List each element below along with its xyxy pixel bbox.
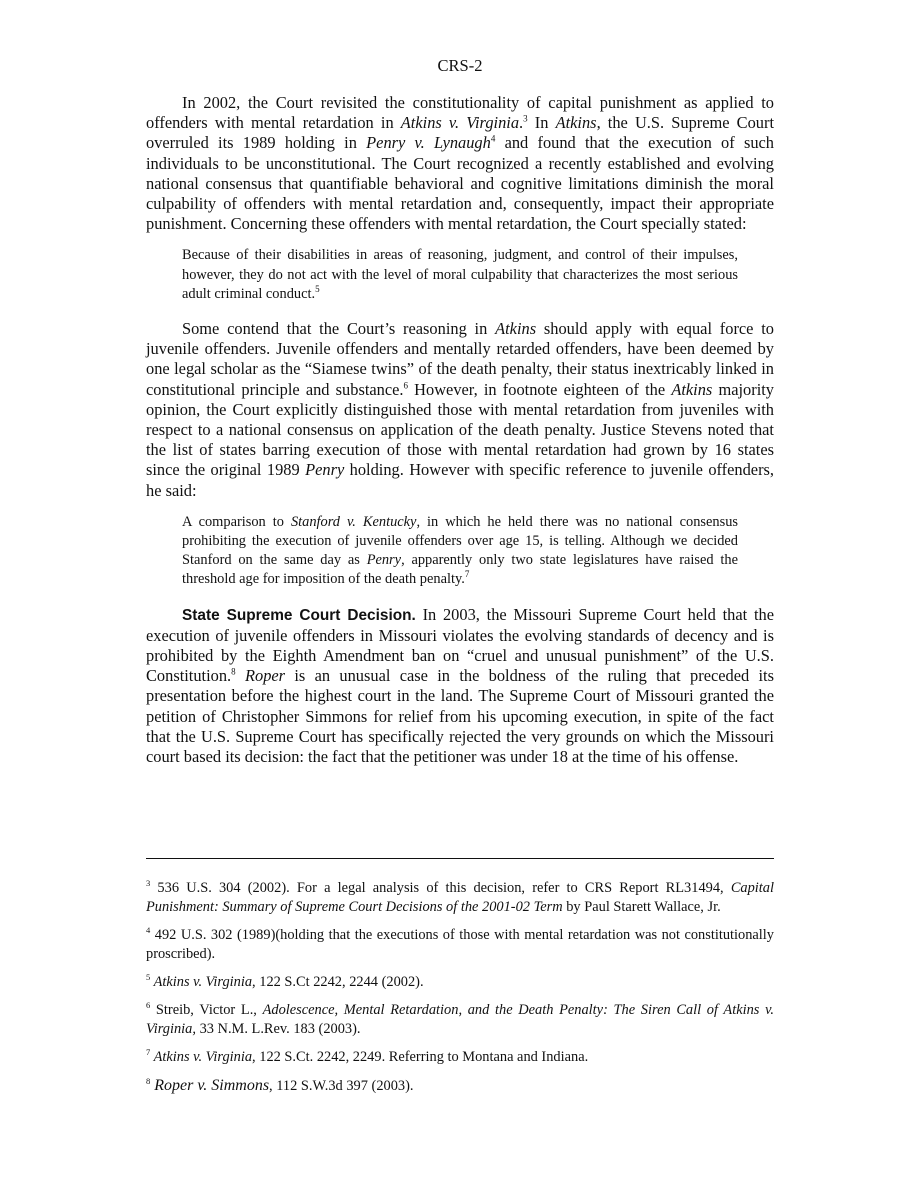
case-name: Atkins	[555, 113, 597, 133]
text-run: 536 U.S. 304 (2002). For a legal analysis of this decision, refer to CRS Report RL31494,	[150, 880, 731, 896]
text-run: , apparently only two state legislatures have raised the threshold age for imposition of the death penalty.	[182, 552, 739, 588]
text-run: majority opinion, the Court explicitly distinguished those with mental retardation from juveniles with respect to a national consensus on application of the death penalty. Justice Stevens noted that the list of states barring execution of those with mental retardation had grown by 16 states since the original 1989	[146, 379, 774, 480]
text-run: In 2002, the Court revisited the constitutionality of capital punishment as applied to offenders with mental retardation in	[146, 93, 774, 133]
text-run: , the U.S. Supreme Court overruled its 1989 holding in	[146, 113, 775, 153]
footnote-3	[146, 879, 774, 917]
report-title: Capital Punishment: Summary of Supreme Court Decisions of the 2001-02 Term	[146, 880, 774, 915]
text-run: , 122 S.Ct. 2242, 2249. Referring to Montana and Indiana.	[252, 1049, 589, 1065]
text-run: and found that the execution of such individuals to be unconstitutional. The Court recognized a recently established and evolving national consensus that quantifiable behavioral and cognitive limitations diminish the moral culpability of offenders with mental retardation and, consequently, impact their appropriate punishment. Concerning these offenders with mental retardation, the Court specially stated:	[146, 133, 774, 234]
case-name: Penry	[305, 460, 345, 480]
footnote-ref[interactable]: 7	[464, 569, 470, 580]
footnote-7	[146, 1048, 774, 1067]
paragraph-juvenile-offenders	[146, 319, 774, 501]
footnote-ref[interactable]: 3	[523, 113, 528, 124]
text-run: Streib, Victor L.,	[150, 1002, 263, 1018]
article-title: Adolescence, Mental Retardation, and the Death Penalty: The Siren Call of Atkins v. Virginia,	[146, 1002, 774, 1037]
case-name: Penry	[366, 552, 402, 569]
case-name: Roper v. Simmons	[150, 1077, 270, 1094]
text-run: , 122 S.Ct 2242, 2244 (2002).	[252, 974, 424, 990]
footnote-ref[interactable]: 5	[315, 284, 320, 295]
footnotes	[146, 879, 774, 1105]
text-run: holding. However with specific reference to juvenile offenders, he said:	[146, 460, 775, 500]
text-run: by Paul Starett Wallace, Jr.	[562, 899, 721, 915]
case-name: Penry v. Lynaugh	[366, 133, 491, 153]
text-run: 33 N.M. L.Rev. 183 (2003).	[195, 1021, 361, 1037]
footnote-4	[146, 926, 774, 964]
text-run: .	[519, 113, 524, 133]
footnote-number: 3	[146, 878, 151, 889]
footnote-ref[interactable]: 8	[231, 666, 236, 677]
block-quote-atkins	[182, 246, 738, 304]
case-name: Stanford v. Kentucky	[290, 513, 417, 530]
text-run: In 2003, the Missouri Supreme Court held that the execution of juvenile offenders in Missouri violates the evolving standards of decency and is prohibited by the Eighth Amendment ban on “cruel and unusual punishment” of the U.S. Constitution.	[146, 604, 774, 686]
footnote-divider	[146, 858, 774, 859]
footnote-number: 6	[146, 1000, 151, 1011]
text-run: Because of their disabilities in areas of reasoning, judgment, and control of their impulses, however, they do not act with the level of moral culpability that characterizes the most serious adult criminal conduct.	[182, 247, 738, 302]
case-name: Atkins v. Virginia	[150, 1049, 253, 1065]
case-name: Atkins	[671, 379, 713, 399]
text-run: should apply with equal force to juvenile offenders. Juvenile offenders and mentally retarded offenders, have been deemed by one legal scholar as the “Siamese twins” of the death penalty, their status inextricably linked in constitutional principle and substance.	[146, 319, 774, 399]
case-name: Atkins v. Virginia	[400, 113, 520, 133]
footnote-number: 4	[146, 925, 151, 936]
text-run: 492 U.S. 302 (1989)(holding that the executions of those with mental retardation was not constitutionally proscribed).	[146, 927, 774, 962]
paragraph-atkins-intro	[146, 93, 774, 234]
paragraph-state-supreme-court	[146, 605, 774, 768]
footnote-5	[146, 973, 774, 992]
body-text	[146, 93, 774, 779]
text-run: A comparison to	[182, 513, 291, 530]
footnote-6	[146, 1001, 774, 1039]
block-quote-stevens	[182, 513, 738, 590]
footnote-number: 5	[146, 972, 151, 983]
footnote-ref[interactable]: 6	[403, 380, 408, 391]
footnote-8	[146, 1076, 774, 1096]
case-name: Atkins	[495, 319, 537, 339]
text-run: In	[527, 113, 556, 133]
text-run: , 112 S.W.3d 397 (2003).	[269, 1078, 414, 1094]
footnote-number: 7	[146, 1047, 151, 1058]
text-run: , in which he held there was no national consensus prohibiting the execution of juvenile offenders over age 15, is telling. Although we decided Stanford on the same day as	[182, 513, 738, 569]
text-run	[236, 666, 245, 685]
text-run: However, in footnote eighteen of the	[408, 379, 672, 399]
text-run: is an unusual case in the boldness of the ruling that preceded its presentation before the highest court in the land. The Supreme Court of Missouri granted the petition of Christopher Simmons for relief from his upcoming execution, in spite of the fact that the U.S. Supreme Court has specifically rejected the very grounds on which the Missouri court based its decision: the fact that the petitioner was under 18 at the time of his offense.	[146, 666, 774, 767]
footnote-ref[interactable]: 4	[490, 133, 496, 144]
section-heading: State Supreme Court Decision.	[182, 606, 416, 624]
case-name: Atkins v. Virginia	[150, 974, 253, 990]
footnote-number: 8	[146, 1076, 151, 1087]
text-run: Some contend that the Court’s reasoning in	[182, 319, 496, 339]
page-number: CRS-2	[437, 56, 483, 75]
case-name: Roper	[244, 666, 286, 686]
